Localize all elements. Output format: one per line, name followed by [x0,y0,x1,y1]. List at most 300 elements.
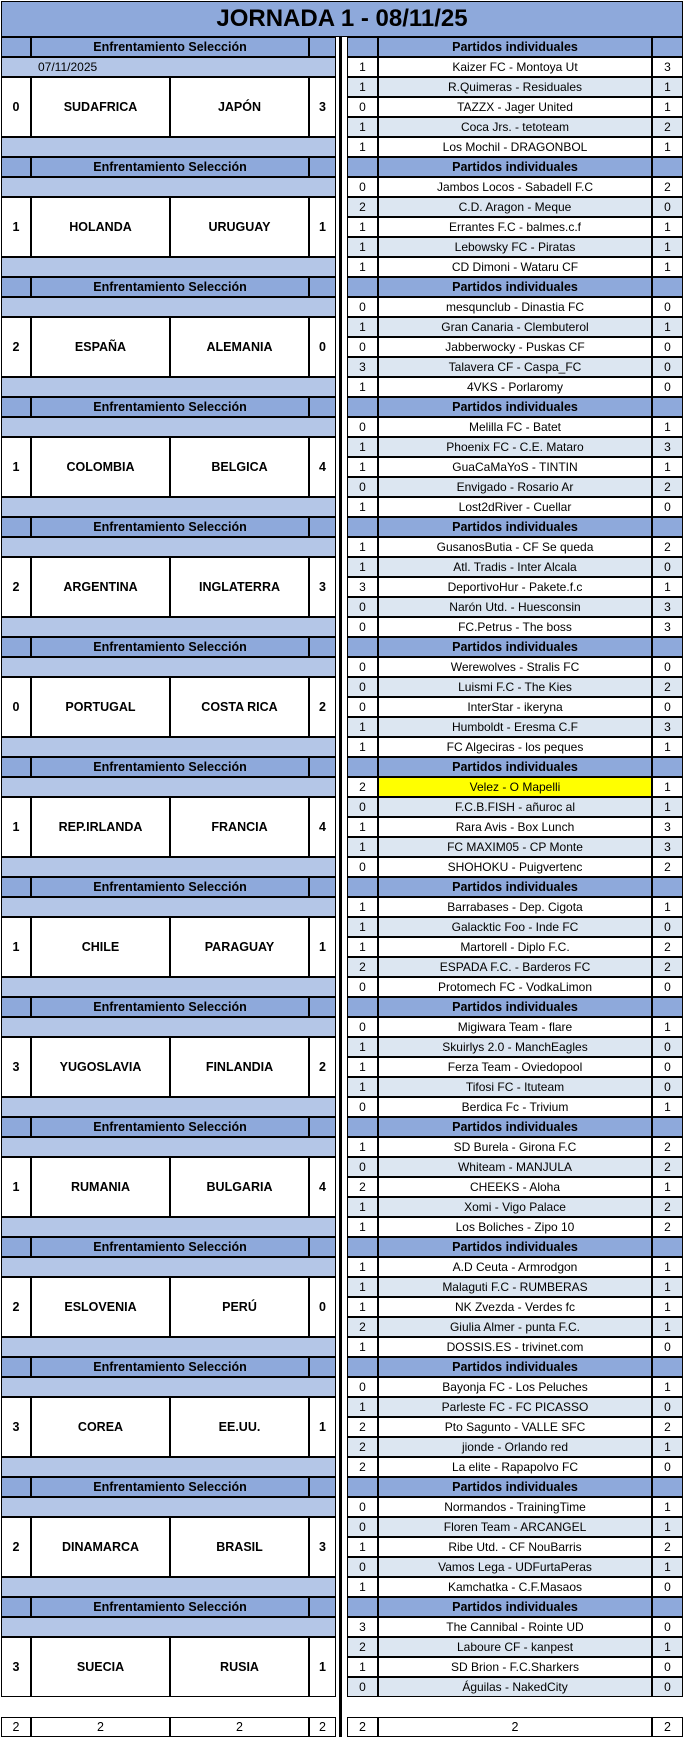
header-right-edge [347,1357,378,1377]
header-left-edge [1,877,31,897]
match-right-goals: 0 [652,1337,683,1357]
match-name: Kamchatka - C.F.Masaos [378,1577,652,1597]
match-right-goals: 3 [652,617,683,637]
header-right-score-edge [652,1597,683,1617]
match-right-goals: 2 [652,537,683,557]
header-left-edge [1,1237,31,1257]
match-left-goals: 1 [347,1537,378,1557]
match-name: Phoenix FC - C.E. Mataro [378,437,652,457]
match-left-goals: 1 [347,557,378,577]
home-score: 3 [1,1037,31,1097]
match-date: 07/11/2025 [1,57,336,77]
match-left-goals: 1 [347,717,378,737]
header-right-score-edge [652,877,683,897]
match-left-goals: 1 [347,1057,378,1077]
band-bottom [1,377,336,397]
match-left-goals: 1 [347,217,378,237]
match-right-goals: 2 [652,1537,683,1557]
home-team: HOLANDA [31,197,170,257]
match-name: Laboure CF - kanpest [378,1637,652,1657]
home-score: 1 [1,437,31,497]
match-name: Los Boliches - Zipo 10 [378,1217,652,1237]
match-left-goals: 1 [347,317,378,337]
header-enfrentamiento: Enfrentamiento Selección [31,637,309,657]
footer-total: 2 [1,1717,31,1737]
footer-total: 2 [347,1717,378,1737]
away-score: 1 [309,197,336,257]
match-left-goals: 1 [347,1397,378,1417]
header-partidos: Partidos individuales [378,397,652,417]
match-name: Gran Canaria - Clembuterol [378,317,652,337]
match-left-goals: 0 [347,1497,378,1517]
match-left-goals: 0 [347,1097,378,1117]
home-score: 1 [1,917,31,977]
away-team: BELGICA [170,437,309,497]
header-left-score-edge [309,1597,336,1617]
match-right-goals: 2 [652,1137,683,1157]
match-right-goals: 0 [652,357,683,377]
match-name: Whiteam - MANJULA [378,1157,652,1177]
match-name: Normandos - TrainingTime [378,1497,652,1517]
match-name: Galacktic Foo - Inde FC [378,917,652,937]
match-right-goals: 1 [652,257,683,277]
header-right-edge [347,517,378,537]
match-right-goals: 1 [652,797,683,817]
band-bottom [1,617,336,637]
header-right-score-edge [652,37,683,57]
match-name: mesqunclub - Dinastia FC [378,297,652,317]
match-name: Envigado - Rosario Ar [378,477,652,497]
match-left-goals: 1 [347,1037,378,1057]
match-left-goals: 1 [347,437,378,457]
away-score: 0 [309,317,336,377]
band-top [1,1257,336,1277]
match-right-goals: 0 [652,1037,683,1057]
match-right-goals: 3 [652,837,683,857]
match-right-goals: 1 [652,1637,683,1657]
band-bottom [1,257,336,277]
match-right-goals: 1 [652,1277,683,1297]
match-left-goals: 3 [347,357,378,377]
header-enfrentamiento: Enfrentamiento Selección [31,757,309,777]
match-right-goals: 0 [652,977,683,997]
match-name: Werewolves - Stralis FC [378,657,652,677]
header-left-score-edge [309,1237,336,1257]
home-team: SUECIA [31,1637,170,1697]
match-right-goals: 0 [652,1457,683,1477]
match-name: SD Brion - F.C.Sharkers [378,1657,652,1677]
match-name: Melilla FC - Batet [378,417,652,437]
header-left-score-edge [309,517,336,537]
home-score: 2 [1,1277,31,1337]
match-right-goals: 0 [652,697,683,717]
match-name: Tifosi FC - Ituteam [378,1077,652,1097]
match-left-goals: 1 [347,817,378,837]
match-name: Floren Team - ARCANGEL [378,1517,652,1537]
home-score: 1 [1,197,31,257]
match-left-goals: 1 [347,1197,378,1217]
home-team: DINAMARCA [31,1517,170,1577]
away-score: 3 [309,557,336,617]
match-right-goals: 1 [652,897,683,917]
header-right-edge [347,37,378,57]
match-left-goals: 1 [347,77,378,97]
header-right-edge [347,157,378,177]
home-team: SUDAFRICA [31,77,170,137]
match-left-goals: 0 [347,597,378,617]
match-left-goals: 3 [347,1617,378,1637]
match-right-goals: 0 [652,1397,683,1417]
match-left-goals: 2 [347,1637,378,1657]
band-top [1,1137,336,1157]
match-left-goals: 1 [347,897,378,917]
header-left-score-edge [309,277,336,297]
match-name: R.Quimeras - Residuales [378,77,652,97]
match-left-goals: 0 [347,977,378,997]
match-name: ESPADA F.C. - Barderos FC [378,957,652,977]
header-left-edge [1,517,31,537]
match-right-goals: 1 [652,137,683,157]
match-left-goals: 0 [347,97,378,117]
header-right-edge [347,277,378,297]
header-left-score-edge [309,877,336,897]
match-right-goals: 1 [652,1317,683,1337]
column-separator [339,37,342,1737]
away-score: 4 [309,437,336,497]
away-score: 3 [309,1517,336,1577]
away-score: 1 [309,1637,336,1697]
away-score: 3 [309,77,336,137]
header-right-score-edge [652,997,683,1017]
match-name: Atl. Tradis - Inter Alcala [378,557,652,577]
band-top [1,777,336,797]
away-team: BRASIL [170,1517,309,1577]
band-bottom [1,1217,336,1237]
band-bottom [1,857,336,877]
away-score: 4 [309,797,336,857]
band-top [1,897,336,917]
header-left-edge [1,37,31,57]
match-left-goals: 1 [347,1657,378,1677]
match-name: Los Mochil - DRAGONBOL [378,137,652,157]
match-right-goals: 0 [652,1577,683,1597]
match-left-goals: 1 [347,1137,378,1157]
match-right-goals: 0 [652,1677,683,1697]
match-left-goals: 0 [347,1557,378,1577]
match-right-goals: 0 [652,1077,683,1097]
match-name: Bayonja FC - Los Peluches [378,1377,652,1397]
match-right-goals: 2 [652,177,683,197]
header-right-edge [347,397,378,417]
match-left-goals: 1 [347,537,378,557]
match-left-goals: 2 [347,1417,378,1437]
match-left-goals: 1 [347,1277,378,1297]
match-name: GuaCaMaYoS - TINTIN [378,457,652,477]
away-score: 1 [309,1397,336,1457]
header-partidos: Partidos individuales [378,1597,652,1617]
match-right-goals: 2 [652,957,683,977]
match-name: FC MAXIM05 - CP Monte [378,837,652,857]
home-team: RUMANIA [31,1157,170,1217]
match-left-goals: 0 [347,417,378,437]
match-name: NK Zvezda - Verdes fc [378,1297,652,1317]
match-right-goals: 1 [652,1177,683,1197]
away-score: 2 [309,677,336,737]
match-left-goals: 1 [347,457,378,477]
match-right-goals: 3 [652,817,683,837]
match-name: DOSSIS.ES - trivinet.com [378,1337,652,1357]
away-team: FINLANDIA [170,1037,309,1097]
match-right-goals: 3 [652,597,683,617]
band-bottom [1,137,336,157]
match-left-goals: 2 [347,1317,378,1337]
header-enfrentamiento: Enfrentamiento Selección [31,37,309,57]
match-right-goals: 2 [652,1197,683,1217]
match-right-goals: 1 [652,417,683,437]
header-left-edge [1,997,31,1017]
band-top [1,1377,336,1397]
header-enfrentamiento: Enfrentamiento Selección [31,1477,309,1497]
band-top [1,1617,336,1637]
header-right-score-edge [652,1357,683,1377]
header-right-edge [347,997,378,1017]
home-team: YUGOSLAVIA [31,1037,170,1097]
match-left-goals: 1 [347,917,378,937]
match-name: Lost2dRiver - Cuellar [378,497,652,517]
header-right-score-edge [652,517,683,537]
match-name: Rara Avis - Box Lunch [378,817,652,837]
home-score: 1 [1,797,31,857]
home-team: REP.IRLANDA [31,797,170,857]
header-enfrentamiento: Enfrentamiento Selección [31,997,309,1017]
header-left-score-edge [309,1477,336,1497]
home-score: 2 [1,557,31,617]
header-partidos: Partidos individuales [378,1477,652,1497]
match-name: GusanosButia - CF Se queda [378,537,652,557]
header-right-score-edge [652,157,683,177]
header-partidos: Partidos individuales [378,277,652,297]
match-name: Martorell - Diplo F.C. [378,937,652,957]
match-left-goals: 0 [347,797,378,817]
match-left-goals: 1 [347,377,378,397]
match-name: C.D. Aragon - Meque [378,197,652,217]
header-left-edge [1,397,31,417]
away-team: COSTA RICA [170,677,309,737]
match-left-goals: 1 [347,837,378,857]
match-name: Humboldt - Eresma C.F [378,717,652,737]
match-right-goals: 1 [652,1517,683,1537]
band-bottom [1,1457,336,1477]
footer-total: 2 [378,1717,652,1737]
match-name: 4VKS - Porlaromy [378,377,652,397]
header-left-edge [1,757,31,777]
match-right-goals: 0 [652,1657,683,1677]
away-score: 4 [309,1157,336,1217]
match-name: Barrabases - Dep. Cigota [378,897,652,917]
away-team: BULGARIA [170,1157,309,1217]
header-left-edge [1,277,31,297]
header-left-score-edge [309,1117,336,1137]
match-right-goals: 1 [652,737,683,757]
home-team: ESLOVENIA [31,1277,170,1337]
band-top [1,297,336,317]
band-bottom [1,1577,336,1597]
header-right-edge [347,757,378,777]
away-team: URUGUAY [170,197,309,257]
header-partidos: Partidos individuales [378,157,652,177]
match-left-goals: 2 [347,777,378,797]
match-left-goals: 0 [347,297,378,317]
home-score: 0 [1,677,31,737]
header-partidos: Partidos individuales [378,637,652,657]
away-team: EE.UU. [170,1397,309,1457]
match-name: Errantes F.C - balmes.c.f [378,217,652,237]
match-right-goals: 1 [652,457,683,477]
away-score: 0 [309,1277,336,1337]
header-left-score-edge [309,397,336,417]
match-left-goals: 0 [347,1017,378,1037]
match-left-goals: 1 [347,237,378,257]
header-enfrentamiento: Enfrentamiento Selección [31,397,309,417]
away-team: PARAGUAY [170,917,309,977]
band-bottom [1,1097,336,1117]
match-left-goals: 1 [347,1257,378,1277]
header-left-score-edge [309,157,336,177]
match-name: Águilas - NakedCity [378,1677,652,1697]
match-name: The Cannibal - Rointe UD [378,1617,652,1637]
header-left-edge [1,1117,31,1137]
band-top [1,417,336,437]
header-enfrentamiento: Enfrentamiento Selección [31,1117,309,1137]
band-top [1,537,336,557]
footer-total: 2 [652,1717,683,1737]
header-enfrentamiento: Enfrentamiento Selección [31,1597,309,1617]
match-left-goals: 0 [347,337,378,357]
header-enfrentamiento: Enfrentamiento Selección [31,877,309,897]
header-right-edge [347,1477,378,1497]
match-right-goals: 2 [652,477,683,497]
home-team: COREA [31,1397,170,1457]
away-team: PERÚ [170,1277,309,1337]
header-left-score-edge [309,637,336,657]
match-left-goals: 0 [347,177,378,197]
match-right-goals: 2 [652,1417,683,1437]
home-score: 3 [1,1637,31,1697]
header-left-edge [1,1597,31,1617]
header-right-edge [347,1597,378,1617]
match-left-goals: 2 [347,197,378,217]
match-left-goals: 0 [347,677,378,697]
match-right-goals: 2 [652,117,683,137]
match-left-goals: 1 [347,117,378,137]
match-right-goals: 1 [652,1497,683,1517]
match-right-goals: 1 [652,237,683,257]
header-partidos: Partidos individuales [378,1237,652,1257]
match-right-goals: 0 [652,297,683,317]
match-right-goals: 1 [652,1377,683,1397]
match-left-goals: 1 [347,57,378,77]
header-enfrentamiento: Enfrentamiento Selección [31,517,309,537]
home-team: PORTUGAL [31,677,170,737]
match-right-goals: 0 [652,337,683,357]
match-right-goals: 3 [652,57,683,77]
footer-total: 2 [309,1717,336,1737]
home-team: ESPAÑA [31,317,170,377]
match-right-goals: 1 [652,1257,683,1277]
match-right-goals: 1 [652,217,683,237]
match-name: Luismi F.C - The Kies [378,677,652,697]
match-right-goals: 1 [652,317,683,337]
match-left-goals: 0 [347,1677,378,1697]
header-right-score-edge [652,1117,683,1137]
band-top [1,657,336,677]
match-right-goals: 3 [652,437,683,457]
match-name: SHOHOKU - Puigvertenc [378,857,652,877]
match-name: Talavera CF - Caspa_FC [378,357,652,377]
match-left-goals: 2 [347,957,378,977]
match-right-goals: 0 [652,557,683,577]
band-bottom [1,497,336,517]
page-title: JORNADA 1 - 08/11/25 [1,1,683,37]
match-name: Ferza Team - Oviedopool [378,1057,652,1077]
match-name: Ribe Utd. - CF NouBarris [378,1537,652,1557]
match-right-goals: 1 [652,1557,683,1577]
match-right-goals: 1 [652,97,683,117]
match-name: Kaizer FC - Montoya Ut [378,57,652,77]
away-team: JAPÓN [170,77,309,137]
header-left-edge [1,1477,31,1497]
match-left-goals: 0 [347,1377,378,1397]
match-name: La elite - Rapapolvo FC [378,1457,652,1477]
band-top [1,1497,336,1517]
home-team: ARGENTINA [31,557,170,617]
match-left-goals: 1 [347,497,378,517]
match-name: Narón Utd. - Huesconsin [378,597,652,617]
match-right-goals: 2 [652,1217,683,1237]
match-left-goals: 1 [347,1077,378,1097]
match-name: Xomi - Vigo Palace [378,1197,652,1217]
match-name: Protomech FC - VodkaLimon [378,977,652,997]
match-name: TAZZX - Jager United [378,97,652,117]
match-left-goals: 0 [347,477,378,497]
match-left-goals: 1 [347,1217,378,1237]
match-name: Velez - O Mapelli [378,777,652,797]
match-name: Malaguti F.C - RUMBERAS [378,1277,652,1297]
match-right-goals: 1 [652,1297,683,1317]
match-right-goals: 2 [652,677,683,697]
header-right-edge [347,1117,378,1137]
away-team: FRANCIA [170,797,309,857]
home-score: 2 [1,1517,31,1577]
header-partidos: Partidos individuales [378,877,652,897]
header-right-score-edge [652,637,683,657]
match-left-goals: 2 [347,1177,378,1197]
away-score: 1 [309,917,336,977]
match-name: InterStar - ikeryna [378,697,652,717]
header-left-edge [1,1357,31,1377]
match-name: Giulia Almer - punta F.C. [378,1317,652,1337]
match-right-goals: 0 [652,657,683,677]
header-enfrentamiento: Enfrentamiento Selección [31,157,309,177]
match-left-goals: 0 [347,657,378,677]
header-left-score-edge [309,1357,336,1377]
match-left-goals: 2 [347,1437,378,1457]
band-bottom [1,1337,336,1357]
match-right-goals: 0 [652,1057,683,1077]
match-right-goals: 1 [652,1097,683,1117]
match-right-goals: 3 [652,717,683,737]
match-name: SD Burela - Girona F.C [378,1137,652,1157]
